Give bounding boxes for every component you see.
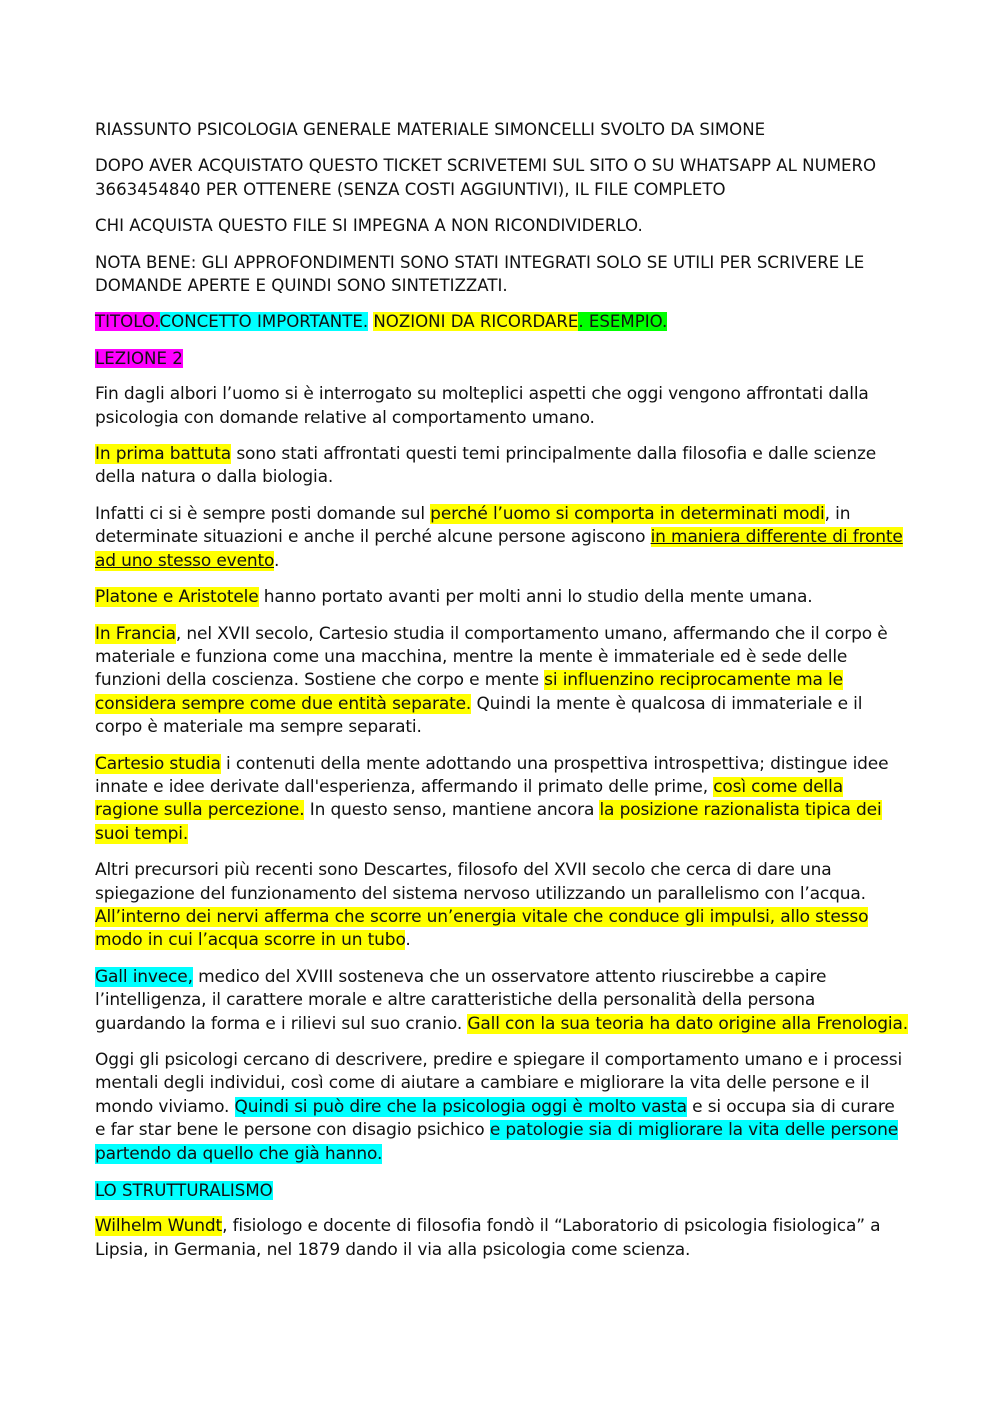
section-heading-strutturalismo	[95, 1179, 910, 1202]
paragraph-10	[95, 1215, 910, 1262]
paragraph-9	[95, 1049, 910, 1166]
highlight-concept: e patologie sia di migliorare la vita delle persone partendo da quello che già hanno.	[95, 1120, 899, 1164]
document-title: RIASSUNTO PSICOLOGIA GENERALE MATERIALE SIMONCELLI SVOLTO DA SIMONE	[95, 120, 766, 139]
text-run: , nel XVII secolo, Cartesio studia il comportamento umano, affermando che il corpo è materiale e funziona come una macchina, mentre la mente è immateriale ed è sede delle funzioni della coscienza. Sostiene che corpo e mente	[95, 623, 888, 691]
text-run: , in determinate situazioni e anche il perché alcune persone agiscono	[95, 503, 851, 548]
paragraph-6	[95, 753, 910, 847]
legend-example: . ESEMPIO.	[578, 312, 668, 332]
text-run: Quindi la mente è qualcosa di immateriale e il corpo è materiale ma sempre separati.	[95, 693, 863, 738]
text-run: .	[274, 550, 280, 571]
highlight-notion: perché l’uomo si comporta in determinati modi	[430, 503, 825, 524]
legend-title: TITOLO.	[95, 312, 160, 332]
highlight-notion: All’interno dei nervi afferma che scorre un’energia vitale che conduce gli impulsi, allo stesso modo in cui l’acqua scorre in un tubo	[95, 906, 869, 951]
highlight-notion: Cartesio studia	[95, 753, 221, 774]
text-run: Infatti ci si è sempre posti domande sul	[95, 503, 431, 524]
text-run: .	[405, 930, 411, 951]
text-run: Altri precursori più recenti sono Descartes, filosofo del XVII secolo che cerca di dare una spiegazione del funzionamento del sistema nervoso utilizzando un parallelismo con l’acqua.	[95, 860, 866, 904]
highlight-concept: Gall invece,	[95, 966, 193, 987]
highlight-notion: Gall con la sua teoria ha dato origine alla Frenologia.	[467, 1013, 909, 1034]
color-legend	[95, 310, 910, 333]
highlight-notion: Wilhelm Wundt	[95, 1216, 223, 1237]
highlight-notion: Platone e Aristotele	[95, 587, 259, 608]
highlight-notion: la posizione razionalista tipica dei suoi tempi.	[95, 800, 882, 844]
paragraph-3	[95, 503, 910, 573]
text-run: Oggi gli psicologi cercano di descrivere, predire e spiegare il comportamento umano e i processi mentali degli individui, così come di aiutare a cambiare e migliorare la vita delle persone e il mondo viviamo.	[95, 1050, 903, 1117]
purchase-notice: DOPO AVER ACQUISTATO QUESTO TICKET SCRIVETEMI SUL SITO O SU WHATSAPP AL NUMERO 3663454840 PER OTTENERE (SENZA COSTI AGGIUNTIVI), IL FILE COMPLETO	[95, 156, 877, 199]
section-heading-lezione	[95, 347, 910, 370]
highlight-concept: Quindi si può dire che la psicologia oggi è molto vasta	[234, 1096, 687, 1117]
nota-bene: NOTA BENE: GLI APPROFONDIMENTI SONO STATI INTEGRATI SOLO SE UTILI PER SCRIVERE LE DOMANDE APERTE E QUINDI SONO SINTETIZZATI.	[95, 252, 865, 296]
text-run: sono stati affrontati questi temi principalmente dalla filosofia e dalle scienze della natura o dalla biologia.	[95, 444, 877, 488]
lezione-label: LEZIONE 2	[95, 348, 183, 368]
legend-notions: NOZIONI DA RICORDARE	[373, 312, 579, 332]
highlight-notion: così come della ragione sulla percezione.	[95, 776, 843, 821]
paragraph-7	[95, 859, 910, 953]
text-run: , fisiologo e docente di filosofia fondò il “Laboratorio di psicologia fisiologica” a Lipsia, in Germania, nel 1879 dando il via alla psicologia come scienza.	[95, 1216, 881, 1260]
text-run: medico del XVIII sosteneva che un osservatore attento riuscirebbe a capire l’intelligenza, il carattere morale e altre caratteristiche della personalità della persona guardando la forma e i rilievi sul suo cranio.	[95, 966, 827, 1034]
highlight-notion: si influenzino reciprocamente ma le considera sempre come due entità separate.	[95, 670, 843, 714]
text-run: hanno portato avanti per molti anni lo studio della mente umana.	[258, 587, 813, 608]
highlight-notion: In prima battuta	[95, 444, 232, 465]
paragraph-2	[95, 443, 910, 490]
commitment-notice: CHI ACQUISTA QUESTO FILE SI IMPEGNA A NON RICONDIVIDERLO.	[95, 216, 643, 236]
highlight-notion: In Francia	[95, 623, 176, 644]
legend-concept: CONCETTO IMPORTANTE.	[159, 312, 369, 332]
paragraph-1: Fin dagli albori l’uomo si è interrogato su molteplici aspetti che oggi vengono affrontati dalla psicologia con domande relative al comportamento umano.	[95, 384, 869, 428]
text-run: In questo senso, mantiene ancora	[304, 800, 600, 821]
strutturalismo-label: LO STRUTTURALISMO	[95, 1181, 273, 1201]
paragraph-8	[95, 966, 910, 1036]
paragraph-5	[95, 623, 910, 740]
text-run: e si occupa sia di curare e far star bene le persone con disagio psichico	[95, 1096, 895, 1141]
text-run: i contenuti della mente adottando una prospettiva introspettiva; distingue idee innate e idee derivate dall'esperienza, affermando il primato delle prime,	[95, 753, 889, 797]
paragraph-4	[95, 586, 910, 609]
highlight-notion-underlined: in maniera differente di fronte ad uno stesso evento	[95, 527, 903, 571]
